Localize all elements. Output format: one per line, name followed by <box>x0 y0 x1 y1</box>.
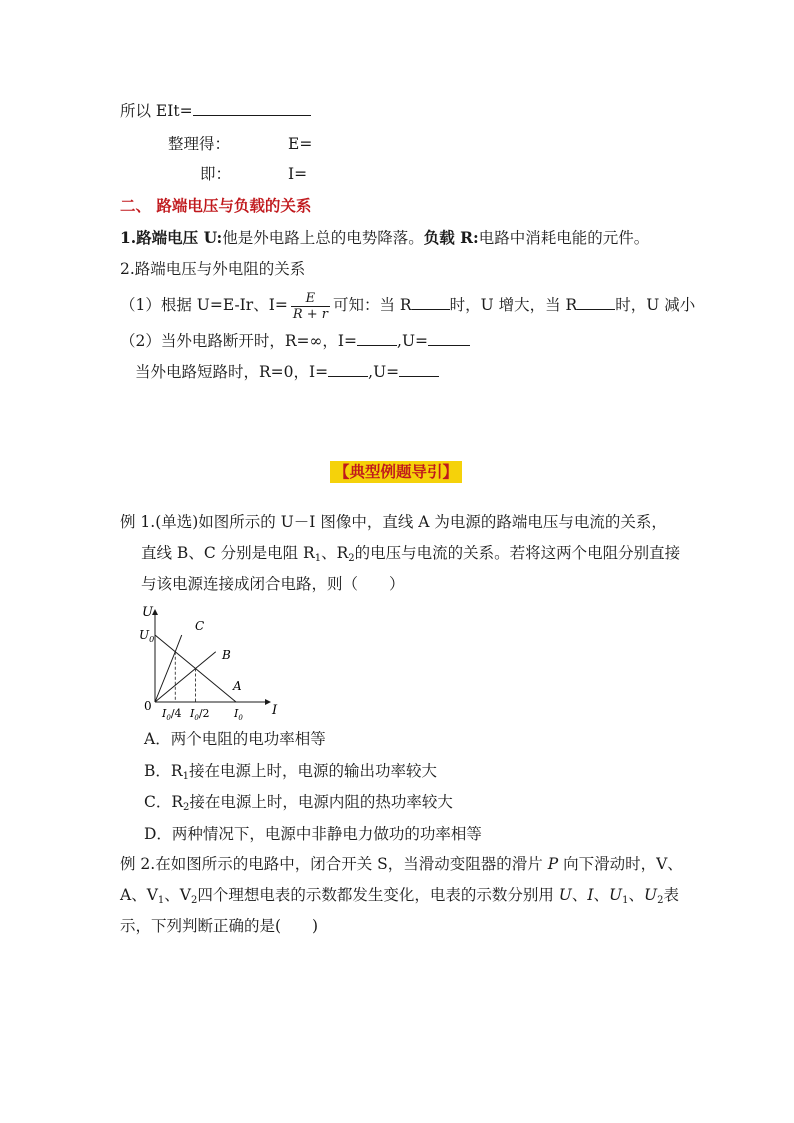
ui-graph <box>138 602 288 722</box>
eit-text: 所以 EIt= <box>120 102 193 120</box>
eit-line <box>120 101 311 121</box>
zhengli-line <box>168 134 230 154</box>
section2-p3 <box>120 290 695 322</box>
p3-text-a: （1）根据 U=E-Ir、I= <box>120 296 288 314</box>
blank-short-u[interactable] <box>399 362 439 377</box>
line-c-label: C <box>195 619 205 633</box>
ex1-line1: 例 1.(单选)如图所示的 U－I 图像中，直线 A 为电源的路端电压与电流的关系， <box>120 513 667 531</box>
blank-r-increase[interactable] <box>412 295 450 310</box>
zhengli-label: 整理得： <box>168 135 231 153</box>
ex1-line2-c: 的电压与电流的关系。若将这两个电阻分别直接 <box>354 544 681 562</box>
p3-text-b: 可知：当 R <box>333 296 412 314</box>
blank-r-decrease[interactable] <box>577 295 615 310</box>
e-equals: E= <box>288 135 313 153</box>
ex2-line3: 示，下列判断正确的是( ) <box>120 917 319 935</box>
section2-p2: 2.路端电压与外电阻的关系 <box>120 260 306 278</box>
option-b-sub: 1 <box>182 771 189 782</box>
blank-short-i[interactable] <box>328 362 368 377</box>
fraction-denominator: R + r <box>292 306 328 322</box>
ex1-line2-b: 、R <box>321 544 349 562</box>
ex2-line2-c: 四个理想电表的示数都发生变化，电表的示数分别用 <box>197 886 559 904</box>
p4-text-b: ,U= <box>397 332 429 350</box>
blank-open-u[interactable] <box>428 331 470 346</box>
u0-label: $U_0$ <box>139 628 155 644</box>
ex2-line2-b: 、V <box>164 886 191 904</box>
p1-def1: 他是外电路上总的电势降落。 <box>222 229 424 247</box>
ex2-p: P <box>547 855 559 873</box>
sep-3: 、 <box>628 886 644 904</box>
r2-sub: 2 <box>348 553 355 564</box>
series-line-c <box>155 635 182 702</box>
symbol-u1: U <box>609 886 623 904</box>
p1-term1: 1.路端电压 U: <box>120 228 223 247</box>
fraction-numerator: E <box>291 291 330 307</box>
tick-full: $I_0$ <box>234 707 243 722</box>
i-axis-label: I <box>272 703 278 718</box>
section2-p4 <box>120 331 470 351</box>
p4-text-a: （2）当外电路断开时，R=∞，I= <box>120 332 358 350</box>
blank-open-i[interactable] <box>357 331 397 346</box>
v1-sub: 1 <box>157 895 165 906</box>
p5-text-a: 当外电路短路时，R=0，I= <box>135 363 329 381</box>
symbol-i: I <box>587 886 594 904</box>
line-a-label: A <box>233 679 242 693</box>
eit-blank[interactable] <box>193 101 311 116</box>
ji-label: 即： <box>200 165 232 183</box>
option-b-lead: B．R <box>144 762 183 780</box>
symbol-u2: U <box>643 886 658 904</box>
symbol-u: U <box>558 886 572 904</box>
p1-def2: 电路中消耗电能的元件。 <box>478 229 650 247</box>
ex2-line2-a: A、V <box>120 886 158 904</box>
option-d[interactable]: D．两种情况下，电源中非静电力做功的功率相等 <box>144 825 482 843</box>
ex2-line1 <box>120 854 683 874</box>
p3-text-d: 时，U 减小 <box>615 296 696 314</box>
guide-title: 【典型例题导引】 <box>330 461 462 483</box>
ex2-line1-b: 向下滑动时，V、 <box>558 855 683 873</box>
series-line-b <box>155 652 216 702</box>
tick-half: $I_0/2$ <box>190 707 210 722</box>
option-b[interactable] <box>144 761 437 787</box>
sep-2: 、 <box>593 886 610 904</box>
option-b-text: 接在电源上时，电源的输出功率较大 <box>188 762 437 780</box>
ex2-line1-a: 例 2.在如图所示的电路中，闭合开关 S，当滑动变阻器的滑片 <box>120 855 548 873</box>
formula-fraction <box>291 291 330 322</box>
option-c-lead: C．R <box>144 793 184 811</box>
ex2-line2 <box>120 885 679 911</box>
u-axis-label: U <box>142 605 153 620</box>
sep-1: 、 <box>571 886 588 904</box>
tick-quarter: $I_0/4$ <box>162 707 182 722</box>
ex1-line3: 与该电源连接成闭合电路，则（ ） <box>141 575 405 593</box>
origin-label: 0 <box>144 699 152 713</box>
section2-heading: 二、 路端电压与负载的关系 <box>120 196 312 215</box>
u1-sub: 1 <box>622 895 629 906</box>
line-b-label: B <box>222 648 231 662</box>
option-c-sub: 2 <box>183 802 190 813</box>
r1-sub: 1 <box>314 553 322 564</box>
section2-p5 <box>135 362 439 382</box>
section2-p1 <box>120 228 649 248</box>
p3-text-c: 时，U 增大，当 R <box>449 296 578 314</box>
ex1-line2-a: 直线 B、C 分别是电阻 R <box>141 544 315 562</box>
series-layer <box>155 635 236 702</box>
option-c-text: 接在电源上时，电源内阻的热功率较大 <box>189 793 453 811</box>
ex2-line2-d: 表 <box>663 886 679 904</box>
option-a[interactable]: A．两个电阻的电功率相等 <box>144 730 326 748</box>
p1-term2: 负载 R: <box>423 228 479 247</box>
option-c[interactable] <box>144 792 453 818</box>
p5-text-b: ,U= <box>368 363 400 381</box>
u2-sub: 2 <box>657 895 664 906</box>
ex1-line2 <box>141 543 680 569</box>
i-equals: I= <box>288 165 308 183</box>
v2-sub: 2 <box>190 895 198 906</box>
